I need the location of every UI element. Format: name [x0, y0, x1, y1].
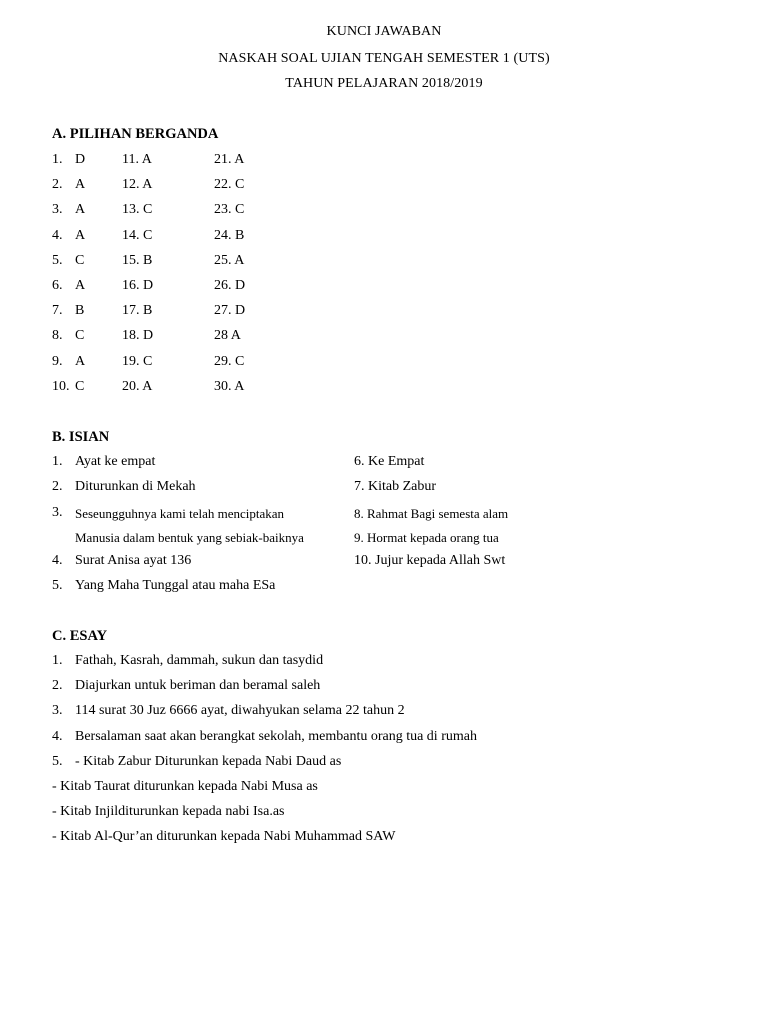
- answer-number: 1.: [52, 454, 63, 469]
- answer-text: Diajurkan untuk beriman dan beramal saleh: [75, 678, 321, 693]
- answer-item: 20. A: [122, 379, 153, 394]
- answer-number: 10.: [52, 379, 70, 394]
- answer-item: 18. D: [122, 328, 154, 343]
- answer-number: 1.: [52, 653, 63, 668]
- doc-year: TAHUN PELAJARAN 2018/2019: [285, 76, 483, 91]
- answer-letter: A: [75, 354, 86, 369]
- answer-letter: A: [75, 228, 86, 243]
- answer-letter: A: [75, 202, 86, 217]
- answer-number: 5.: [52, 754, 63, 769]
- answer-letter: C: [75, 379, 85, 394]
- answer-number: 3.: [52, 703, 63, 718]
- answer-item: 21. A: [214, 152, 245, 167]
- answer-item: 17. B: [122, 303, 153, 318]
- answer-letter: A: [75, 177, 86, 192]
- answer-text: 10. Jujur kepada Allah Swt: [354, 553, 506, 568]
- answer-text: Surat Anisa ayat 136: [75, 553, 192, 568]
- answer-text: - Kitab Taurat diturunkan kepada Nabi Musa as: [52, 779, 318, 794]
- answer-number: 2.: [52, 678, 63, 693]
- answer-letter: B: [75, 303, 85, 318]
- doc-subtitle: NASKAH SOAL UJIAN TENGAH SEMESTER 1 (UTS): [218, 51, 550, 66]
- answer-number: 5.: [52, 253, 63, 268]
- answer-number: 8.: [52, 328, 63, 343]
- answer-item: 16. D: [122, 278, 154, 293]
- answer-text: Seseungguhnya kami telah menciptakan: [75, 506, 285, 521]
- answer-number: 1.: [52, 152, 63, 167]
- answer-letter: A: [75, 278, 86, 293]
- answer-number: 4.: [52, 729, 63, 744]
- answer-number: 5.: [52, 578, 63, 593]
- answer-text: - Kitab Al-Qur’an diturunkan kepada Nabi Muhammad SAW: [52, 829, 396, 844]
- doc-title: KUNCI JAWABAN: [326, 24, 442, 39]
- answer-text: Bersalaman saat akan berangkat sekolah, membantu orang tua di rumah: [75, 729, 477, 744]
- answer-text: Diturunkan di Mekah: [75, 479, 196, 494]
- answer-item: 15. B: [122, 253, 153, 268]
- answer-item: 12. A: [122, 177, 153, 192]
- answer-text: Ayat ke empat: [75, 454, 156, 469]
- answer-item: 28 A: [214, 328, 241, 343]
- section-b-heading: B. ISIAN: [52, 429, 110, 445]
- answer-item: 19. C: [122, 354, 153, 369]
- answer-text: - Kitab Zabur Diturunkan kepada Nabi Daud as: [75, 754, 342, 769]
- answer-text: 8. Rahmat Bagi semesta alam: [354, 506, 509, 521]
- answer-text: 114 surat 30 Juz 6666 ayat, diwahyukan selama 22 tahun 2: [75, 703, 405, 718]
- answer-number: 3.: [52, 505, 63, 520]
- answer-number: 7.: [52, 303, 63, 318]
- answer-item: 29. C: [214, 354, 245, 369]
- answer-text: Fathah, Kasrah, dammah, sukun dan tasydid: [75, 653, 324, 668]
- answer-item: 30. A: [214, 379, 245, 394]
- answer-number: 3.: [52, 202, 63, 217]
- answer-letter: C: [75, 328, 85, 343]
- answer-number: 4.: [52, 553, 63, 568]
- answer-item: 25. A: [214, 253, 245, 268]
- answer-item: 24. B: [214, 228, 245, 243]
- answer-letter: C: [75, 253, 85, 268]
- answer-item: 11. A: [122, 152, 152, 167]
- answer-item: 23. C: [214, 202, 245, 217]
- section-c-heading: C. ESAY: [52, 628, 108, 644]
- answer-text: Manusia dalam bentuk yang sebiak-baiknya: [75, 530, 304, 545]
- answer-item: 26. D: [214, 278, 246, 293]
- answer-text: Yang Maha Tunggal atau maha ESa: [75, 578, 276, 593]
- answer-text: 9. Hormat kepada orang tua: [354, 530, 499, 545]
- answer-number: 4.: [52, 228, 63, 243]
- answer-item: 22. C: [214, 177, 245, 192]
- answer-number: 9.: [52, 354, 63, 369]
- answer-text: 7. Kitab Zabur: [354, 479, 437, 494]
- answer-item: 13. C: [122, 202, 153, 217]
- answer-text: 6. Ke Empat: [354, 454, 425, 469]
- answer-item: 14. C: [122, 228, 153, 243]
- answer-letter: D: [75, 152, 86, 167]
- answer-number: 2.: [52, 479, 63, 494]
- answer-text: - Kitab Injilditurunkan kepada nabi Isa.as: [52, 804, 285, 819]
- answer-item: 27. D: [214, 303, 246, 318]
- answer-number: 2.: [52, 177, 63, 192]
- answer-number: 6.: [52, 278, 63, 293]
- section-a-heading: A. PILIHAN BERGANDA: [52, 126, 219, 142]
